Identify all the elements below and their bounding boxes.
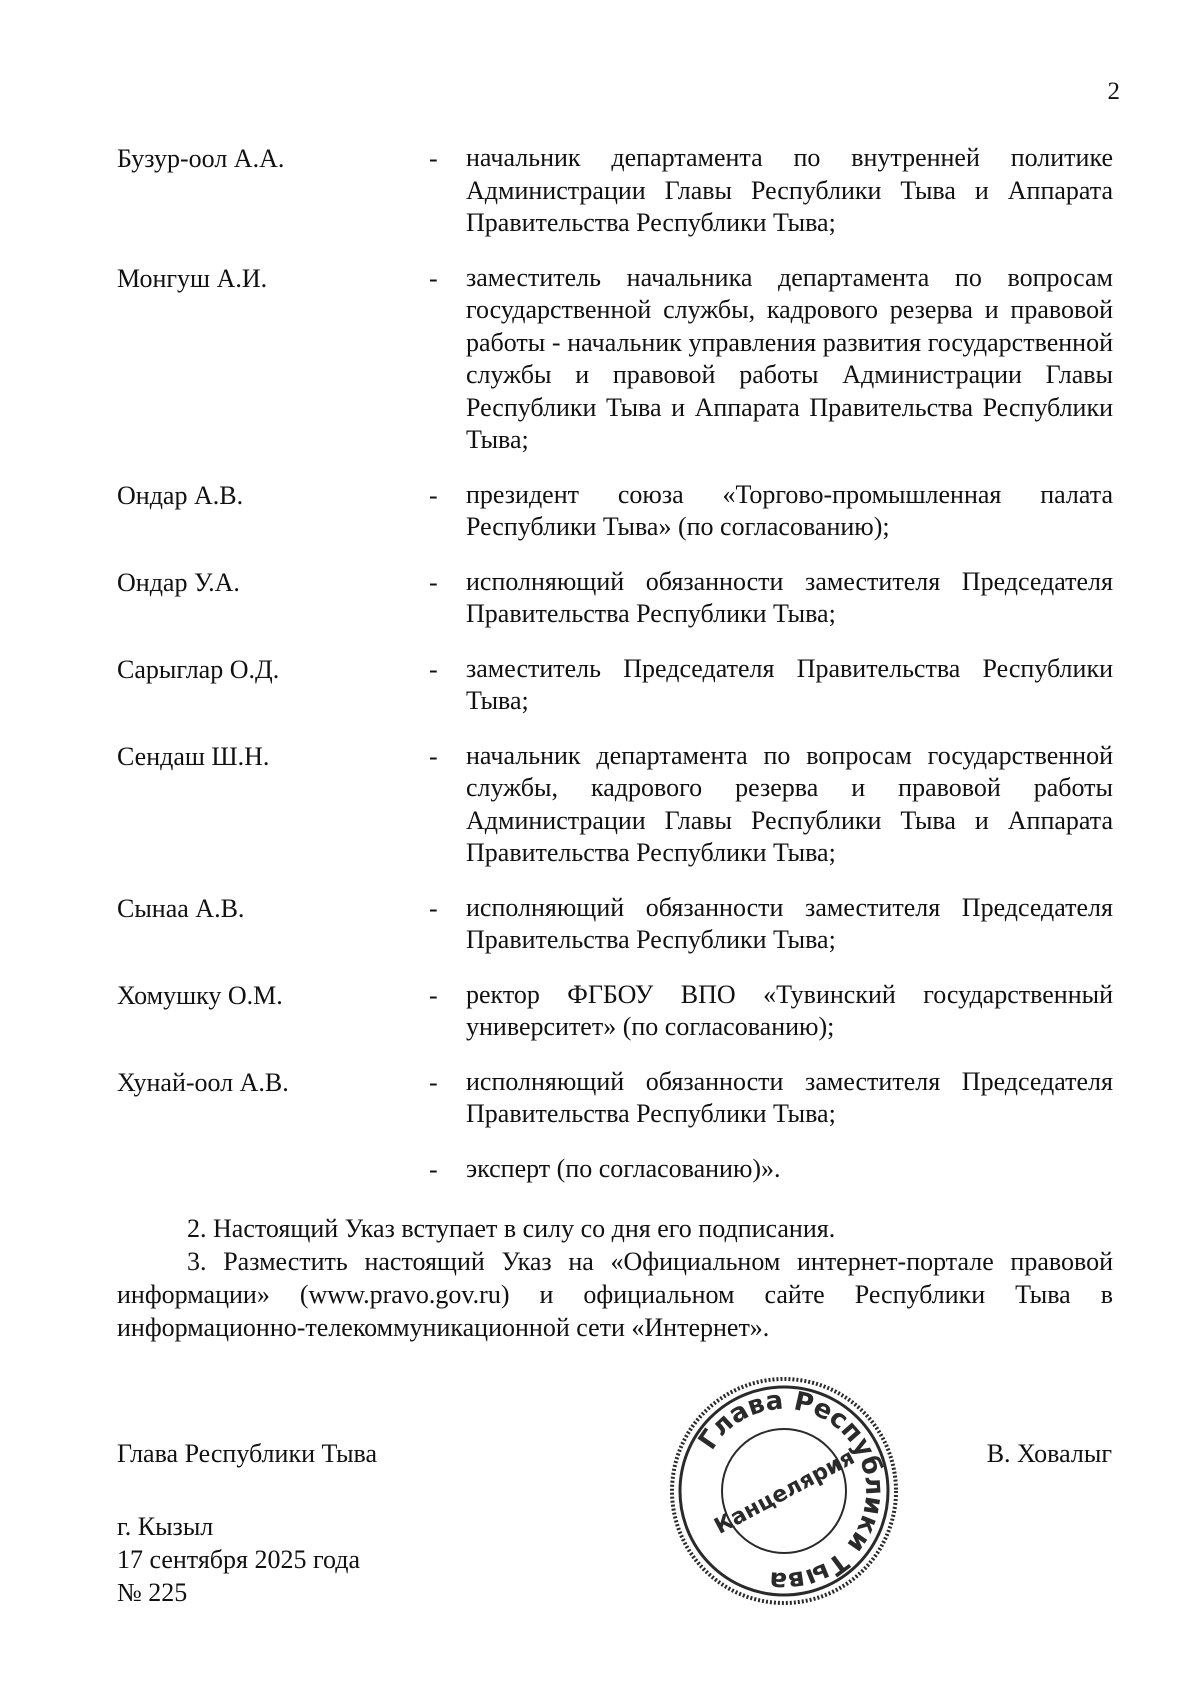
row-dash: - — [429, 480, 438, 510]
roster-row — [0, 262, 1200, 457]
roster-row — [0, 740, 1200, 870]
row-dash: - — [429, 567, 438, 597]
signatory-name: В. Ховалыг — [986, 1439, 1112, 1468]
page-number: 2 — [1107, 78, 1120, 105]
roster-row — [0, 479, 1200, 544]
roster-row — [0, 892, 1200, 957]
roster-row — [0, 653, 1200, 718]
row-dash: - — [429, 1067, 438, 1097]
row-dash: - — [429, 741, 438, 771]
row-dash: - — [429, 893, 438, 923]
decree-number: № 225 — [117, 1578, 188, 1607]
chancellery-seal-stamp — [668, 1375, 900, 1607]
row-dash: - — [429, 144, 438, 173]
member-name: Сынаа А.В. — [117, 893, 245, 923]
member-position: заместитель начальника департамента по вопросам государственной службы, кадрового резерва и правовой работы - начальник управления развития государственной службы и правовой работы Администрации Главы Республики Тыва и Аппарата Правительства Республики Тыва; — [466, 262, 1113, 454]
roster-row — [0, 566, 1200, 631]
row-dash: - — [429, 654, 438, 684]
member-position: исполняющий обязанности заместителя Председателя Правительства Республики Тыва; — [466, 1066, 1113, 1128]
member-position: исполняющий обязанности заместителя Председателя Правительства Республики Тыва; — [466, 566, 1113, 628]
member-position: начальник департамента по внутренней политике Администрации Главы Республики Тыва и Аппарата Правительства Республики Тыва; — [466, 143, 1113, 237]
roster-row — [0, 1153, 1200, 1186]
row-dash: - — [429, 980, 438, 1010]
clause-publication: 3. Разместить настоящий Указ на «Официальном интернет-портале правовой информации» (www.pravo.gov.ru) и официальном сайте Республики Тыва в информационно-телекоммуникационной сети «Интернет». — [117, 1247, 1113, 1342]
decree-footer — [117, 1510, 360, 1609]
roster-row — [0, 142, 1200, 240]
member-position: ректор ФГБОУ ВПО «Тувинский государственный университет» (по согласованию); — [466, 979, 1113, 1041]
roster-row — [0, 1066, 1200, 1131]
decree-date: 17 сентября 2025 года — [117, 1545, 361, 1574]
member-name: Сарыглар О.Д. — [117, 654, 280, 684]
decree-clauses — [117, 1212, 1113, 1344]
member-name: Хунай-оол А.В. — [117, 1067, 289, 1097]
roster-row — [0, 979, 1200, 1044]
member-name: Ондар У.А. — [117, 567, 240, 597]
row-dash: - — [429, 263, 438, 293]
member-name: Сендаш Ш.Н. — [117, 741, 270, 771]
member-name: Бузур-оол А.А. — [117, 144, 285, 173]
member-name: Ондар А.В. — [117, 480, 244, 510]
member-name: Монгуш А.И. — [117, 263, 268, 293]
row-dash: - — [429, 1154, 438, 1184]
member-position: эксперт (по согласованию)». — [466, 1153, 781, 1183]
seal-outer-text: Глава Республики Тыва — [692, 1385, 890, 1597]
clause-effective-date: 2. Настоящий Указ вступает в силу со дня его подписания. — [187, 1214, 836, 1243]
signatory-title: Глава Республики Тыва — [117, 1439, 378, 1468]
member-position: начальник департамента по вопросам государственной службы, кадрового резерва и правовой работы Администрации Главы Республики Тыва и Аппарата Правительства Республики Тыва; — [466, 740, 1113, 867]
seal-center-text: Канцелярия — [710, 1444, 859, 1540]
commission-roster — [0, 142, 1200, 1207]
member-position: исполняющий обязанности заместителя Председателя Правительства Республики Тыва; — [466, 892, 1113, 954]
member-name: Хомушку О.М. — [117, 980, 283, 1010]
member-position: заместитель Председателя Правительства Республики Тыва; — [466, 653, 1113, 715]
decree-city: г. Кызыл — [117, 1512, 214, 1541]
member-position: президент союза «Торгово-промышленная палата Республики Тыва» (по согласованию); — [466, 479, 1113, 541]
